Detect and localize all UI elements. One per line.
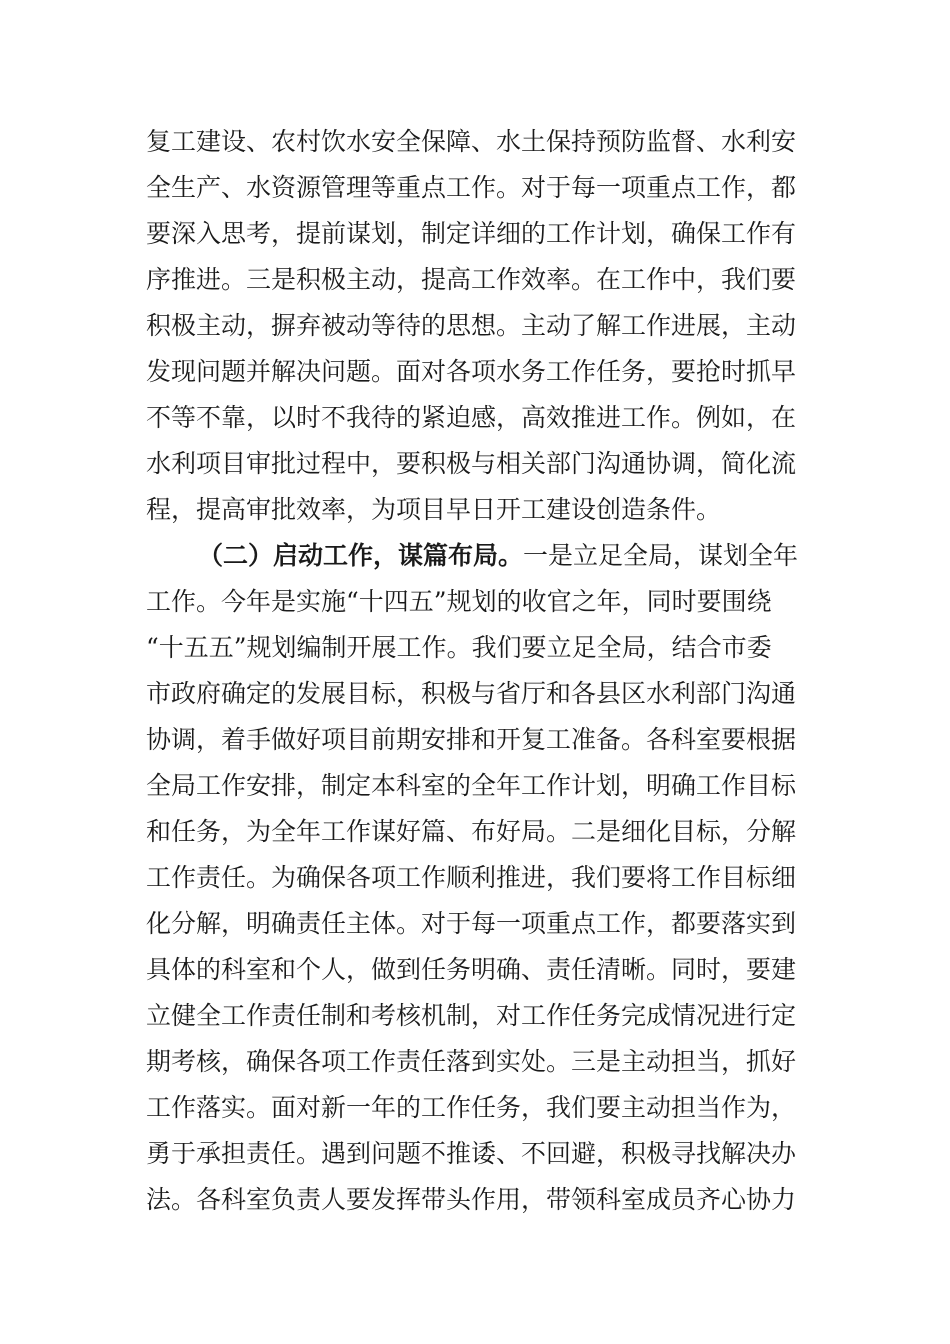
text-line: 要深入思考，提前谋划，制定详细的工作计划，确保工作有 <box>146 219 797 248</box>
text-line: 不等不靠，以时不我待的紧迫感，高效推进工作。例如，在 <box>146 403 797 432</box>
text-line: 程，提高审批效率，为项目早日开工建设创造条件。 <box>146 495 722 524</box>
text-line: 序推进。三是积极主动，提高工作效率。在工作中，我们要 <box>146 265 797 294</box>
text-line: 勇于承担责任。遇到问题不推诿、不回避，积极寻找解决办 <box>146 1139 797 1168</box>
text-line: 复工建设、农村饮水安全保障、水土保持预防监督、水利安 <box>146 127 797 156</box>
text-line: 积极主动，摒弃被动等待的思想。主动了解工作进展，主动 <box>146 311 797 340</box>
document-body <box>146 119 816 1223</box>
text-line: 期考核，确保各项工作责任落到实处。三是主动担当，抓好 <box>146 1047 797 1076</box>
text-line: 协调，着手做好项目前期安排和开复工准备。各科室要根据 <box>146 725 797 754</box>
text-line: 法。各科室负责人要发挥带头作用，带领科室成员齐心协力 <box>146 1185 797 1214</box>
text-line: 和任务，为全年工作谋好篇、布好局。二是细化目标，分解 <box>146 817 797 846</box>
text-run: 一是立足全局，谋划全年 <box>523 541 799 570</box>
paragraph-2 <box>146 533 816 1223</box>
text-line: 全局工作安排，制定本科室的全年工作计划，明确工作目标 <box>146 771 797 800</box>
text-line: 市政府确定的发展目标，积极与省厅和各县区水利部门沟通 <box>146 679 797 708</box>
text-line: 发现问题并解决问题。面对各项水务工作任务，要抢时抓早 <box>146 357 797 386</box>
text-line: “十五五”规划编制开展工作。我们要立足全局，结合市委 <box>146 633 772 662</box>
text-line: 工作落实。面对新一年的工作任务，我们要主动担当作为， <box>146 1093 797 1122</box>
text-line: 立健全工作责任制和考核机制，对工作任务完成情况进行定 <box>146 1001 797 1030</box>
section-heading: （二）启动工作，谋篇布局。 <box>198 541 524 570</box>
text-line: 化分解，明确责任主体。对于每一项重点工作，都要落实到 <box>146 909 797 938</box>
text-line: 全生产、水资源管理等重点工作。对于每一项重点工作，都 <box>146 173 797 202</box>
text-line: 具体的科室和个人，做到任务明确、责任清晰。同时，要建 <box>146 955 797 984</box>
text-line: 水利项目审批过程中，要积极与相关部门沟通协调，简化流 <box>146 449 797 478</box>
paragraph-1 <box>146 119 816 533</box>
text-line: 工作责任。为确保各项工作顺利推进，我们要将工作目标细 <box>146 863 797 892</box>
text-line: 工作。今年是实施“十四五”规划的收官之年，同时要围绕 <box>146 587 772 616</box>
paragraph-first-line <box>146 533 816 579</box>
